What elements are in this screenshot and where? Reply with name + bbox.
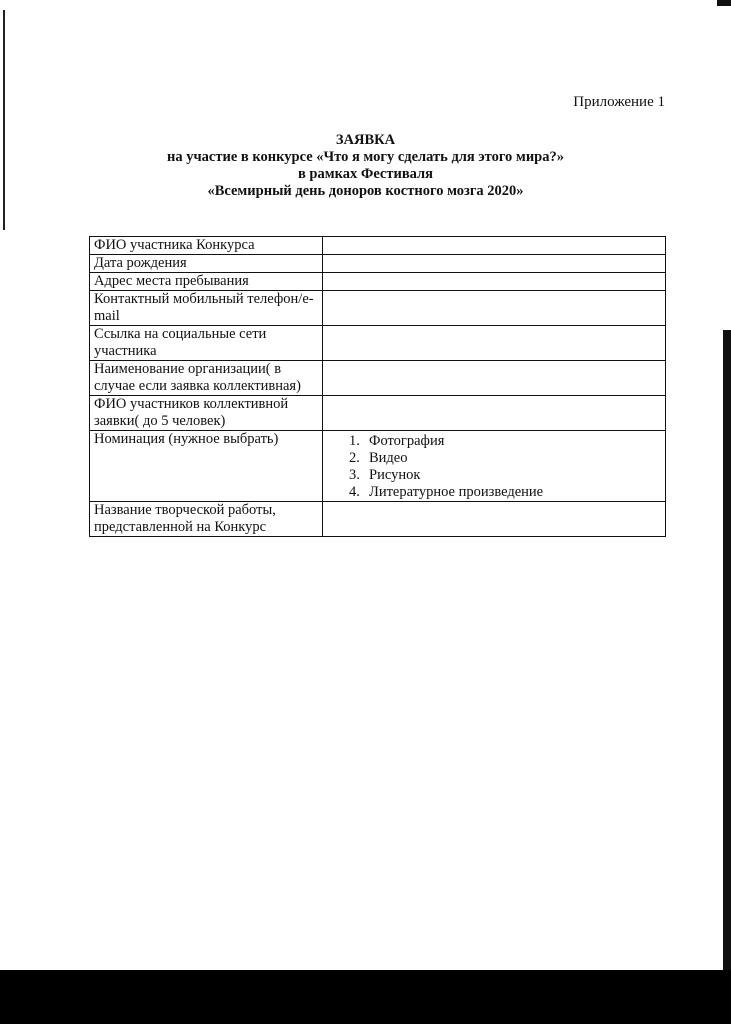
nomination-option-video: Видео: [369, 450, 408, 466]
title-line-1: ЗАЯВКА: [335, 132, 396, 148]
table-row: [90, 326, 666, 361]
table-row: [90, 291, 666, 326]
scan-artifact-bottom-bar: [0, 970, 731, 1024]
application-form-table: [89, 236, 666, 537]
field-value-participant-name: [323, 237, 666, 255]
field-value-contact: [323, 291, 666, 326]
scan-artifact-top: [717, 0, 731, 6]
title-line-3: в рамках Фестиваля: [297, 166, 434, 182]
field-value-work-title: [323, 502, 666, 537]
field-label-contact: Контактный мобильный телефон/e-mail: [90, 291, 323, 326]
field-value-address: [323, 273, 666, 291]
table-row: [90, 255, 666, 273]
table-row: [90, 237, 666, 255]
field-value-group-members: [323, 396, 666, 431]
field-value-nomination: [323, 431, 666, 502]
nomination-option-drawing: Рисунок: [369, 467, 421, 483]
title-line-4: «Всемирный день доноров костного мозга 2020»: [207, 183, 524, 199]
appendix-label: Приложение 1: [573, 94, 665, 110]
field-label-social-link: Ссылка на социальные сети участника: [90, 326, 323, 361]
field-value-organization: [323, 361, 666, 396]
table-row: [90, 502, 666, 537]
table-row: [90, 396, 666, 431]
field-label-nomination: Номинация (нужное выбрать): [90, 431, 323, 502]
field-value-social-link: [323, 326, 666, 361]
table-row: [90, 273, 666, 291]
table-row: [90, 431, 666, 502]
field-label-organization: Наименование организации( в случае если заявка коллективная): [90, 361, 323, 396]
document-title: [0, 132, 731, 200]
field-label-group-members: ФИО участников коллективной заявки( до 5 человек): [90, 396, 323, 431]
field-value-birth-date: [323, 255, 666, 273]
field-label-participant-name: ФИО участника Конкурса: [90, 237, 323, 255]
nomination-options: [323, 433, 665, 501]
scan-artifact-right-edge: [723, 330, 731, 980]
nomination-option-literature: Литературное произведение: [369, 484, 544, 500]
field-label-work-title: Название творческой работы, представленной на Конкурс: [90, 502, 323, 537]
title-line-2: на участие в конкурсе «Что я могу сделать для этого мира?»: [167, 149, 564, 165]
nomination-option-photo: Фотография: [369, 433, 445, 449]
table-row: [90, 361, 666, 396]
field-label-address: Адрес места пребывания: [90, 273, 323, 291]
field-label-birth-date: Дата рождения: [90, 255, 323, 273]
